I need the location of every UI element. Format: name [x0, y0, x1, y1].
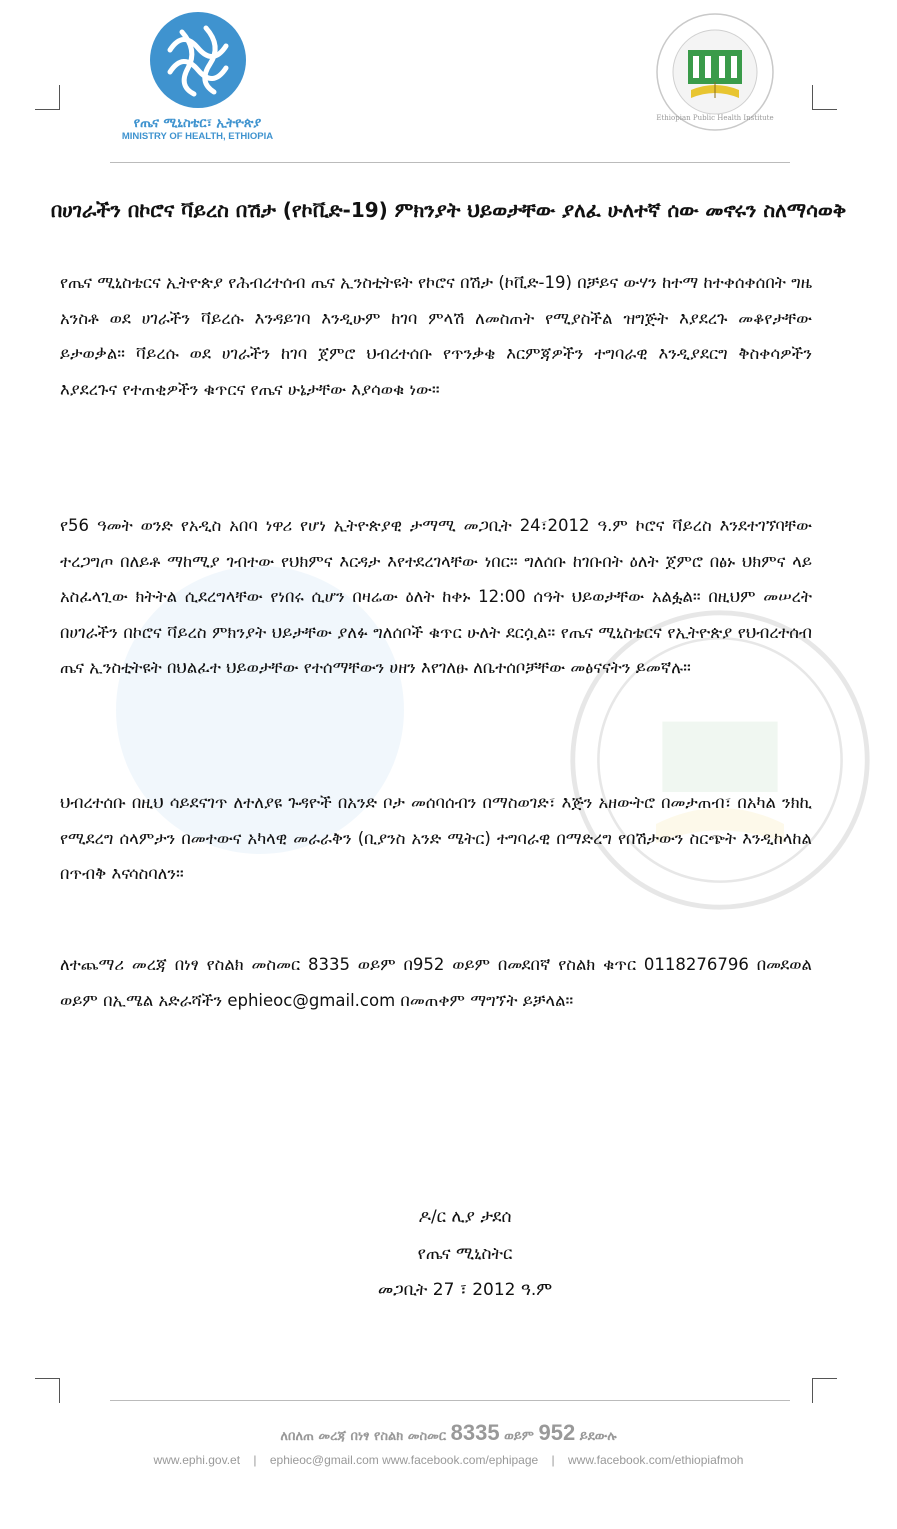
crop-mark-bottom-right [812, 1378, 837, 1403]
footer-separator: | [253, 1453, 257, 1467]
moh-emblem-icon [148, 10, 248, 110]
footer-hotline-suffix: ይደውሉ [579, 1429, 617, 1444]
signature-position: የጤና ሚኒስትር [417, 1244, 513, 1264]
footer-hotline-2: 952 [538, 1420, 576, 1445]
moh-name-amharic: የጤና ሚኒስቴር፣ ኢትዮጵያ [133, 116, 262, 131]
footer-hotline [0, 1420, 897, 1446]
footer-contacts [0, 1453, 897, 1467]
ephi-seal-text: Ethiopian Public Health Institute [656, 114, 774, 122]
ephi-seal-icon [655, 12, 775, 132]
footer-separator: | [551, 1453, 555, 1467]
paragraph-2: የ56 ዓመት ወንድ የአዲስ አበባ ነዋሪ የሆነ ኢትዮጵያዊ ታማሚ መጋቢት 24፣2012 ዓ.ም ኮሮና ቫይረስ እንደተገኘባቸው ተረጋግጦ በለይቶ ማከሚያ ገብተው የህክምና እርዳታ እየተደረገላቸው ነበር። ግለሰቡ ከገቡበት ዕለት ጀምሮ በፅኑ ህክምና ላይ አስፈላጊው ክትትል ሲደረግላቸው የነበሩ ሲሆን በዛሬው ዕለት ከቀኑ 12:00 ሰዓት ህይወታቸው አልፏል። በዚህም መሠረት በሀገራችን በኮሮና ቫይረስ ምክንያት ህይታቸው ያለፉ ግለሰቦች ቁጥር ሁለት ደርሷል። የጤና ሚኒስቴርና የኢትዮጵያ የህብረተሰብ ጤና ኢንስቲትዩት በህልፈተ ህይወታቸው የተሰማቸውን ሀዘን እየገለፁ ለቤተሰቦቻቸው መፅናናትን ይመኛሉ። [60, 516, 812, 678]
footer-email-link[interactable]: ephieoc@gmail.com www.facebook.com/ephipage [269, 1453, 539, 1467]
header-divider [110, 162, 790, 163]
signature-date: መጋቢት 27 ፣ 2012 ዓ.ም [377, 1280, 553, 1300]
moh-name-english: MINISTRY OF HEALTH, ETHIOPIA [121, 131, 274, 142]
footer-divider [110, 1400, 790, 1401]
document-title: በሀገራችን በኮሮና ቫይረስ በሽታ (የኮቪድ-19) ምክንያት ህይወታቸው ያለፈ ሁለተኛ ሰው መኖሩን ስለማሳወቅ [50, 198, 847, 222]
footer-hotline-or: ወይም [504, 1429, 534, 1444]
footer-facebook-link[interactable]: www.facebook.com/ethiopiafmoh [568, 1453, 744, 1467]
paragraph-1: የጤና ሚኒስቴርና ኢትዮጵያ የሕብረተሰብ ጤና ኢንስቲትዩት የኮሮና በሽታ (ኮቪድ-19) በቻይና ውሃን ከተማ ከተቀሰቀሰበት ግዜ አንስቶ ወደ ሀገራችን ቫይረሱ እንዳይገባ እንዲሁም ከገባ ምላሽ ለመስጠት የሚያስችል ዝግጅት እያደረጉ መቆየታቸው ይታወቃል። ቫይረሱ ወደ ሀገራችን ከገባ ጀምሮ ህብረተሰቡ የጥንቃቄ እርምጃዎችን ተግባራዊ እንዲያደርግ ቅስቀሳዎችን እያደረጉና የተጠቂዎችን ቁጥርና የጤና ሁኔታቸው እያሳወቁ ነው። [60, 273, 812, 399]
footer-hotline-prefix: ለበለጠ መረጃ በነፃ የስልክ መስመር [280, 1429, 447, 1444]
moh-logo [110, 10, 285, 142]
footer-website-link[interactable]: www.ephi.gov.et [153, 1453, 241, 1467]
crop-mark-top-left [35, 85, 60, 110]
paragraph-4: ለተጨማሪ መረጃ በነፃ የስልክ መስመር 8335 ወይም በ952 ወይም በመደበኛ የስልክ ቁጥር 0118276796 በመደወል ወይም በኢሜል አድራሻችን ephieoc@gmail.com በመጠቀም ማግኘት ይቻላል። [60, 955, 812, 1010]
crop-mark-top-right [812, 85, 837, 110]
crop-mark-bottom-left [35, 1378, 60, 1403]
paragraph-3: ህብረተሰቡ በዚህ ሳይደናገጥ ለተለያዩ ጉዳዮች በአንድ ቦታ መሰባሰብን በማስወገድ፣ እጅን አዘውትሮ በመታጠብ፣ በአካል ንክኪ የሚደረግ ሰላምታን በመተውና አካላዊ መራራቅን (ቢያንስ አንድ ሜትር) ተግባራዊ በማድረግ የበሽታውን ስርጭት እንዲከላከል በጥብቅ እናሳስባለን። [60, 793, 812, 884]
signature-name: ዶ/ር ሊያ ታደሰ [418, 1207, 512, 1227]
footer-hotline-1: 8335 [450, 1420, 500, 1445]
